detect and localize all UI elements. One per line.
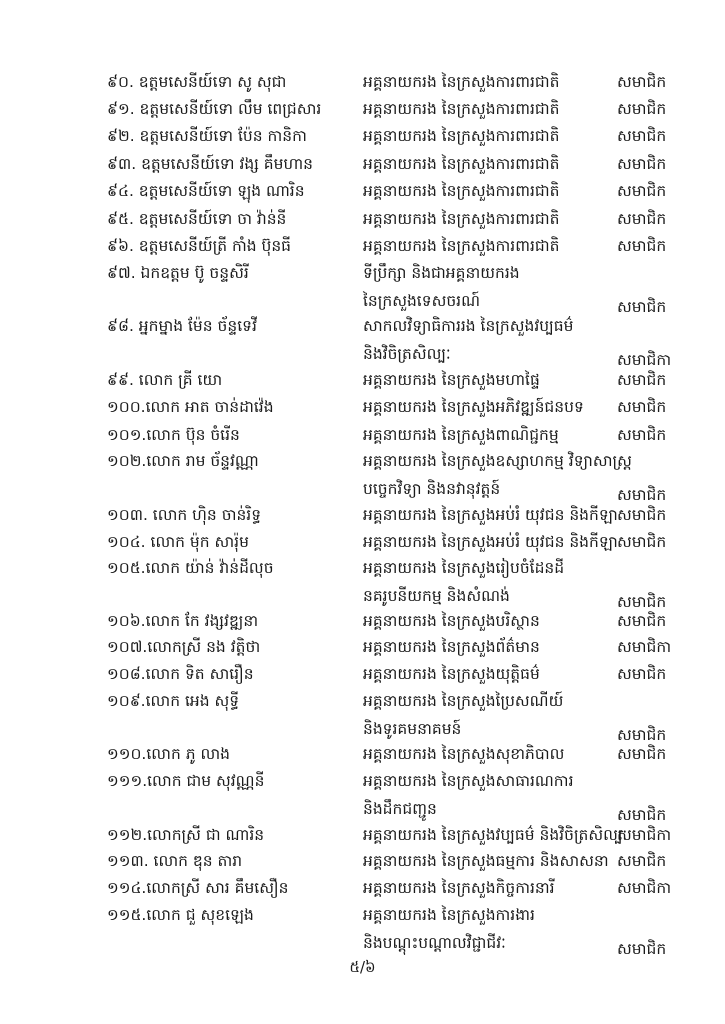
member-name: ១០៥.លោក យ៉ាន់ វ៉ាន់ដីលុច — [107, 559, 274, 577]
member-position: អគ្គនាយករង នៃក្រសួងឧស្សាហកម្ម វិទ្យាសាស្ត្រ — [363, 452, 632, 470]
member-role: សមាជិក — [617, 371, 667, 389]
member-role: សមាជិកា — [617, 879, 672, 897]
member-role: សមាជិក — [617, 612, 667, 630]
member-role: សមាជិក — [617, 940, 667, 958]
member-name: ១០៣. លោក ហ៊ិន ចាន់រិទ្ធ — [107, 506, 262, 524]
member-role: សមាជិក — [617, 745, 667, 763]
member-position: អគ្គនាយករង នៃក្រសួងសុខាភិបាល — [363, 745, 565, 763]
member-name: ១០៩.លោក អេង សុទ្ធី — [107, 692, 240, 710]
member-position: អគ្គនាយករង នៃក្រសួងយុត្តិធម៌ — [363, 665, 540, 683]
member-position: អគ្គនាយករង នៃក្រសួងកិច្ចការនារី — [363, 879, 555, 897]
member-role: សមាជិក — [617, 298, 667, 316]
member-role: សមាជិក — [617, 210, 667, 228]
member-role: សមាជិក — [617, 726, 667, 744]
member-role: សមាជិក — [617, 852, 667, 870]
member-name: ១១៥.លោក ជួ សុខឡេង — [107, 906, 254, 924]
member-role: សមាជិក — [617, 237, 667, 255]
member-position: អគ្គនាយករង នៃក្រសួងការពារជាតិ — [363, 210, 560, 228]
member-name: ៩៦. ឧត្តមសេនីយ៍ត្រី កាំង ប៊ុនធី — [107, 237, 292, 255]
member-name: ១១០.លោក ភូ លាង — [107, 745, 231, 763]
member-name: ១០៧.លោកស្រី នង វត្តិថា — [107, 638, 261, 656]
member-position: អគ្គនាយករង នៃក្រសួងការងារ — [363, 906, 535, 924]
member-role: សមាជិក — [617, 665, 667, 683]
member-role: សមាជិកា — [617, 351, 672, 369]
member-name: ៩៣. ឧត្តមសេនីយ៍ទោ វង្ស គឹមហាន — [107, 155, 313, 173]
member-role: សមាជិកា — [617, 826, 672, 844]
member-role: សមាជិក — [617, 593, 667, 611]
member-name: ៩៨. អ្នកម្នាង ម៉ែន ច័ន្ទទេវី — [107, 317, 257, 335]
member-role: សមាជិក — [617, 127, 667, 145]
member-name: ៩៩. លោក គ្រី យោ — [107, 371, 223, 389]
member-name: ១០៤. លោក ម៉ុក សារ៉ុម — [107, 533, 249, 551]
member-position: អគ្គនាយករង នៃក្រសួងរៀបចំដែនដី — [363, 559, 565, 577]
member-position: អគ្គនាយករង នៃក្រសួងការពារជាតិ — [363, 73, 560, 91]
member-name: ៩៧. ឯកឧត្តម ប៊ូ ចន្ទសិរី — [107, 264, 249, 282]
member-position: អគ្គនាយករង នៃក្រសួងមហាផ្ទៃ — [363, 371, 540, 389]
member-position: អគ្គនាយករង នៃក្រសួងអប់រំ យុវជន និងកីឡា — [363, 506, 618, 524]
member-position: សាកលវិទ្យាធិការរង នៃក្រសួងវប្បធម៌ — [363, 317, 574, 335]
member-position: និងទូរគមនាគមន៍ — [363, 720, 462, 738]
member-role: សមាជិក — [617, 506, 667, 524]
member-role: សមាជិក — [617, 806, 667, 824]
member-position: អគ្គនាយករង នៃក្រសួងធម្មការ និងសាសនា — [363, 852, 609, 870]
member-position: អគ្គនាយករង នៃក្រសួងការពារជាតិ — [363, 127, 560, 145]
member-position: និងដឹកជញ្ជូន — [363, 800, 437, 818]
member-role: សមាជិកា — [617, 638, 672, 656]
page-number: ៥/៦ — [349, 958, 376, 976]
member-name: ១០២.លោក រាម ច័ន្ទវណ្ណា — [107, 452, 259, 470]
member-name: ១១២.លោកស្រី ជា ណារិន — [107, 826, 265, 844]
member-name: ៩០. ឧត្តមសេនីយ៍ទោ សូ សុជា — [107, 73, 287, 91]
member-role: សមាជិក — [617, 100, 667, 118]
member-position: អគ្គនាយករង នៃក្រសួងអភិវឌ្ឍន៍ជនបទ — [363, 398, 584, 416]
member-name: ១១១.លោក ជាម សុវណ្ណនី — [107, 772, 265, 790]
member-role: សមាជិក — [617, 533, 667, 551]
member-position: នគរូបនីយកម្ម និងសំណង់ — [363, 587, 510, 605]
member-name: ៩២. ឧត្តមសេនីយ៍ទោ ប៉ែន កានិកា — [107, 127, 307, 145]
member-name: ១០៦.លោក កែ វង្សវឌ្ឍនា — [107, 612, 259, 630]
member-role: សមាជិក — [617, 155, 667, 173]
member-position: អគ្គនាយករង នៃក្រសួងការពារជាតិ — [363, 237, 560, 255]
member-position: អគ្គនាយករង នៃក្រសួងពាណិជ្ជកម្ម — [363, 426, 559, 444]
member-position: បច្ចេកវិទ្យា និងនវានុវត្តន៍ — [363, 480, 501, 498]
member-position: អគ្គនាយករង នៃក្រសួងអប់រំ យុវជន និងកីឡា — [363, 533, 618, 551]
member-role: សមាជិក — [617, 182, 667, 200]
member-name: ១១៤.លោកស្រី សារ គឹមសឿន — [107, 879, 289, 897]
member-position: អគ្គនាយករង នៃក្រសួងវប្បធម៌ និងវិចិត្រសិល្បៈ — [363, 826, 628, 844]
member-position: អគ្គនាយករង នៃក្រសួងប្រៃសណីយ៍ — [363, 692, 564, 710]
member-position: នៃក្រសួងទេសចរណ៍ — [363, 292, 481, 310]
member-role: សមាជិក — [617, 426, 667, 444]
member-position: និងបណ្តុះបណ្តាលវិជ្ជាជីវៈ — [363, 934, 506, 952]
member-position: អគ្គនាយករង នៃក្រសួងសាធារណការ — [363, 772, 574, 790]
member-name: ៩៤. ឧត្តមសេនីយ៍ទោ ឡុង ណារិន — [107, 182, 305, 200]
member-role: សមាជិក — [617, 73, 667, 91]
member-role: សមាជិក — [617, 486, 667, 504]
member-name: ៩១. ឧត្តមសេនីយ៍ទោ លឹម ពេជ្រសារ — [107, 100, 322, 118]
member-position: អគ្គនាយករង នៃក្រសួងការពារជាតិ — [363, 100, 560, 118]
member-position: អគ្គនាយករង នៃក្រសួងការពារជាតិ — [363, 182, 560, 200]
member-name: ៩៥. ឧត្តមសេនីយ៍ទោ ចា វ៉ាន់នី — [107, 210, 287, 228]
member-position: និងវិចិត្រសិល្បៈ — [363, 345, 451, 363]
member-role: សមាជិក — [617, 398, 667, 416]
member-position: ទីប្រឹក្សា និងជាអគ្គនាយករង — [363, 264, 520, 282]
member-name: ១១៣. លោក ឌុន តារា — [107, 852, 243, 870]
member-name: ១០៨.លោក ទិត សារឿន — [107, 665, 254, 683]
member-position: អគ្គនាយករង នៃក្រសួងព័ត៌មាន — [363, 638, 540, 656]
member-name: ១០០.លោក អាត ចាន់ដាវ៉េង — [107, 398, 274, 416]
member-position: អគ្គនាយករង នៃក្រសួងបរិស្ថាន — [363, 612, 540, 630]
member-name: ១០១.លោក ប៊ុន ចំរើន — [107, 426, 240, 444]
member-position: អគ្គនាយករង នៃក្រសួងការពារជាតិ — [363, 155, 560, 173]
